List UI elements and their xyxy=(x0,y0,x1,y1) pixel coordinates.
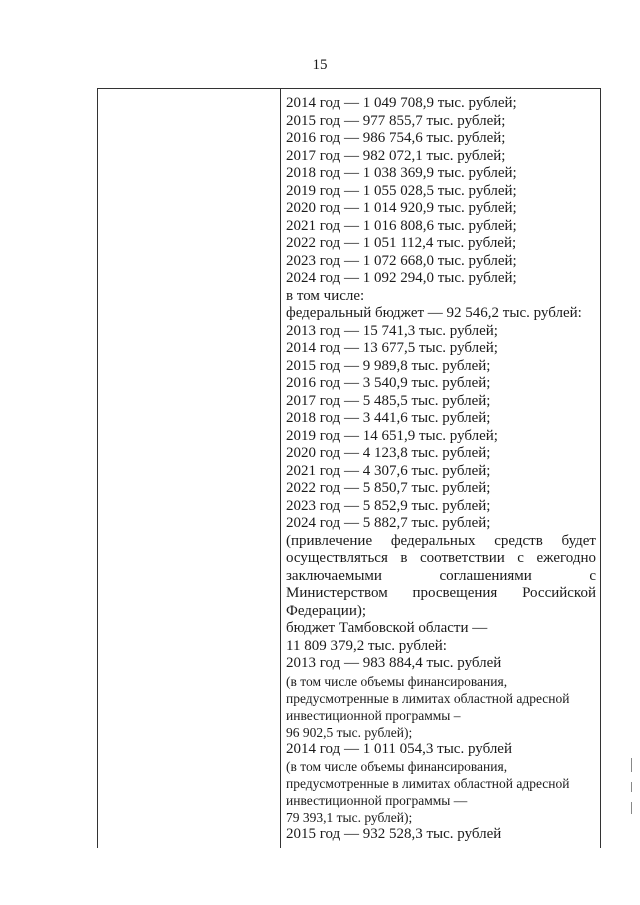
content-line: 2020 год — 1 014 920,9 тыс. рублей; xyxy=(286,200,517,216)
content-line: 2013 год — 15 741,3 тыс. рублей; xyxy=(286,322,498,339)
content-line: (в том числе объемы финансирования, xyxy=(286,759,508,774)
content-line: 2017 год — 5 485,5 тыс. рублей; xyxy=(286,392,491,409)
content-line: 2024 год — 1 092 294,0 тыс. рублей; xyxy=(286,270,517,286)
content-line: предусмотренные в лимитах областной адресной xyxy=(286,776,570,791)
content-line: в том числе: xyxy=(286,287,365,304)
content-line: 2021 год — 4 307,6 тыс. рублей; xyxy=(286,462,491,479)
content-line: 2015 год — 977 855,7 тыс. рублей; xyxy=(286,112,506,129)
margin-mark xyxy=(631,802,632,814)
margin-mark xyxy=(631,758,632,772)
content-line: 2014 год — 1 011 054,3 тыс. рублей xyxy=(286,740,512,757)
content-line: 2019 год — 1 055 028,5 тыс. рублей; xyxy=(286,182,517,199)
content-line: 2014 год — 13 677,5 тыс. рублей; xyxy=(286,340,498,356)
content-line: (привлечение федеральных средств будет xyxy=(286,532,596,549)
funding-table xyxy=(97,88,601,848)
margin-mark xyxy=(631,782,632,792)
content-line: 11 809 379,2 тыс. рублей: xyxy=(286,637,447,654)
content-line: 2017 год — 982 072,1 тыс. рублей; xyxy=(286,147,506,164)
content-line: заключаемыми соглашениями с xyxy=(286,567,596,584)
content-line: осуществляться в соответствии с ежегодно xyxy=(286,550,596,566)
content-line: федеральный бюджет — 92 546,2 тыс. рублей: xyxy=(286,305,582,321)
content-line: (в том числе объемы финансирования, xyxy=(286,673,508,689)
content-line: инвестиционной программы – xyxy=(286,707,461,723)
table-label-cell xyxy=(98,89,281,848)
content-line: предусмотренные в лимитах областной адресной xyxy=(286,690,570,706)
content-line: инвестиционной программы — xyxy=(286,793,468,808)
content-line: 96 902,5 тыс. рублей); xyxy=(286,724,413,740)
content-line: 2023 год — 1 072 668,0 тыс. рублей; xyxy=(286,252,517,269)
content-line: 2016 год — 3 540,9 тыс. рублей; xyxy=(286,375,491,391)
content-line: 2022 год — 1 051 112,4 тыс. рублей; xyxy=(286,235,517,251)
content-line: 2016 год — 986 754,6 тыс. рублей; xyxy=(286,130,506,146)
table-content-cell xyxy=(281,89,600,848)
content-line: 2024 год — 5 882,7 тыс. рублей; xyxy=(286,515,491,531)
content-line: 2013 год — 983 884,4 тыс. рублей xyxy=(286,655,502,671)
content-line: 2020 год — 4 123,8 тыс. рублей; xyxy=(286,445,491,461)
content-line: 2021 год — 1 016 808,6 тыс. рублей; xyxy=(286,217,517,234)
content-line: Федерации); xyxy=(286,602,367,619)
content-line: 2018 год — 1 038 369,9 тыс. рублей; xyxy=(286,165,517,181)
content-line: 2023 год — 5 852,9 тыс. рублей; xyxy=(286,497,491,514)
content-line: 79 393,1 тыс. рублей); xyxy=(286,810,413,825)
content-line: бюджет Тамбовской области — xyxy=(286,620,488,636)
content-line: 2022 год — 5 850,7 тыс. рублей; xyxy=(286,480,491,496)
content-line: 2015 год — 9 989,8 тыс. рублей; xyxy=(286,357,491,374)
content-line: 2015 год — 932 528,3 тыс. рублей xyxy=(286,826,502,842)
content-line: 2014 год — 1 049 708,9 тыс. рублей; xyxy=(286,95,517,111)
page-number: 15 xyxy=(312,57,328,73)
content-line: 2019 год — 14 651,9 тыс. рублей; xyxy=(286,427,498,444)
content-line: Министерством просвещения Российской xyxy=(286,585,596,601)
content-line: 2018 год — 3 441,6 тыс. рублей; xyxy=(286,410,491,426)
